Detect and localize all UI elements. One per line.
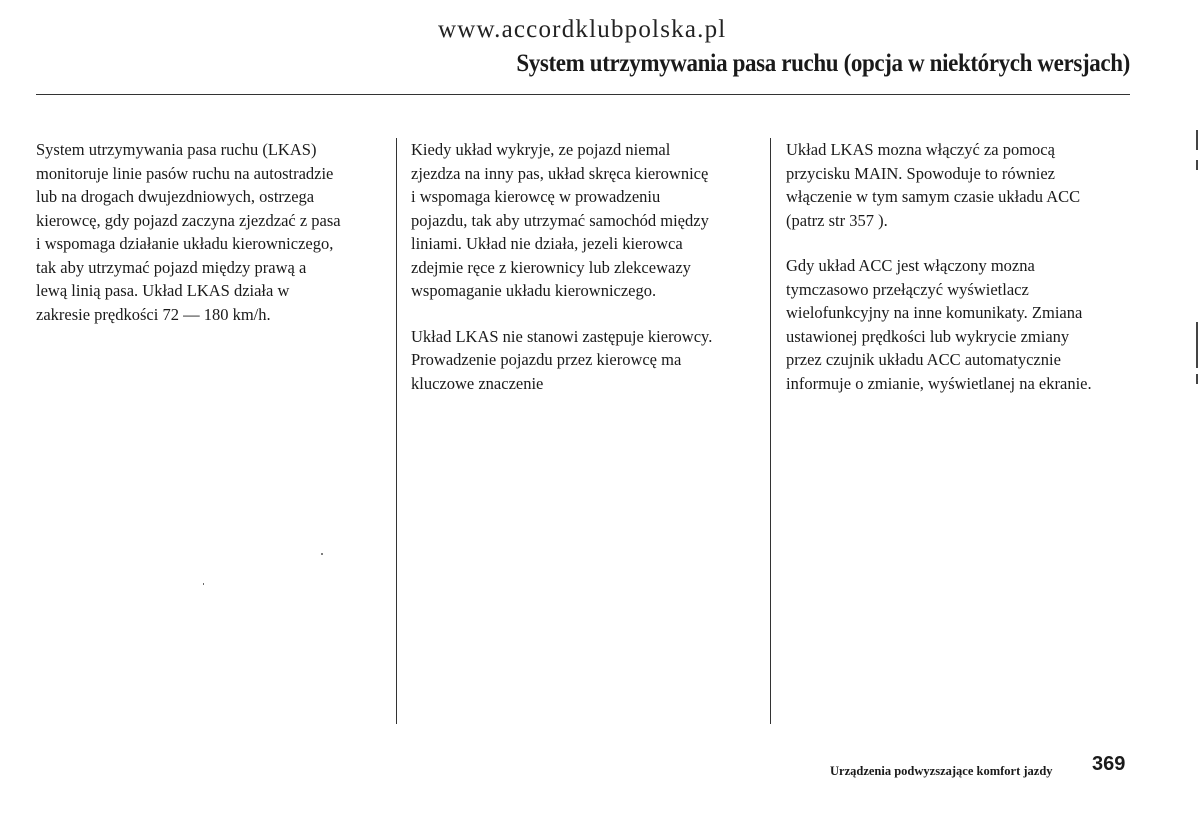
- scan-edge-mark: [1196, 130, 1198, 150]
- text-line: Układ LKAS nie stanowi zastępuje kierowcy.: [411, 326, 713, 346]
- paragraph: [411, 325, 761, 396]
- header-rule: [36, 94, 1130, 95]
- scan-speck: [203, 583, 204, 585]
- scan-edge-mark: [1196, 322, 1198, 368]
- text-line: liniami. Układ nie działa, jezeli kierowca: [411, 234, 683, 253]
- text-line: tak aby utrzymać pojazd między prawą a: [36, 257, 307, 277]
- text-line: monitoruje linie pasów ruchu na autostradzie: [36, 163, 334, 183]
- scan-edge-mark: [1196, 160, 1198, 170]
- text-line: kierowcę, gdy pojazd zaczyna zjezdzać z pasa: [36, 210, 341, 230]
- text-line: Kiedy układ wykryje, ze pojazd niemal: [411, 140, 671, 159]
- paragraph: [36, 138, 386, 326]
- text-line: ustawionej prędkości lub wykrycie zmiany: [786, 326, 1070, 346]
- text-line: tymczasowo przełączyć wyświetlacz: [786, 279, 1029, 299]
- text-line: zakresie prędkości 72 — 180 km/h.: [36, 304, 271, 324]
- text-line: Prowadzenie pojazdu przez kierowcę ma: [411, 350, 682, 369]
- text-line: przez czujnik układu ACC automatycznie: [786, 350, 1061, 369]
- site-url: www.accordklubpolska.pl: [438, 16, 727, 43]
- text-line: włączenie w tym samym czasie układu ACC: [786, 187, 1081, 206]
- text-line: zdejmie ręce z kierownicy lub zlekcewazy: [411, 257, 691, 277]
- text-line: zjezdza na inny pas, układ skręca kierownicę: [411, 163, 709, 183]
- scan-edge-mark: [1196, 374, 1198, 384]
- page-number: 369: [1092, 753, 1126, 775]
- text-line: kluczowe znaczenie: [411, 373, 544, 393]
- text-line: i wspomaga działanie układu kierowniczego,: [36, 234, 334, 253]
- text-line: Układ LKAS mozna włączyć za pomocą: [786, 140, 1055, 159]
- text-line: lewą linią pasa. Układ LKAS działa w: [36, 281, 290, 300]
- text-line: pojazdu, tak aby utrzymać samochód między: [411, 210, 709, 230]
- text-line: wielofunkcyjny na inne komunikaty. Zmiana: [786, 303, 1083, 322]
- paragraph: [411, 138, 761, 303]
- text-line: wspomaganie układu kierowniczego.: [411, 281, 657, 300]
- text-line: Gdy układ ACC jest włączony mozna: [786, 256, 1035, 275]
- paragraph: [786, 138, 1146, 232]
- scan-speck: [321, 553, 323, 555]
- text-column-3: [786, 138, 1146, 417]
- text-column-1: [36, 138, 386, 348]
- text-column-2: [411, 138, 761, 417]
- text-line: informuje o zmianie, wyświetlanej na ekranie.: [786, 373, 1092, 393]
- text-line: przycisku MAIN. Spowoduje to równiez: [786, 163, 1055, 183]
- text-line: System utrzymywania pasa ruchu (LKAS): [36, 140, 317, 159]
- section-title: System utrzymywania pasa ruchu (opcja w niektórych wersjach): [516, 50, 1130, 77]
- column-divider: [770, 138, 771, 724]
- footer-section-name: Urządzenia podwyzszające komfort jazdy: [830, 764, 1053, 778]
- paragraph: [786, 254, 1146, 395]
- text-line: (patrz str 357 ).: [786, 210, 888, 230]
- text-line: i wspomaga kierowcę w prowadzeniu: [411, 187, 661, 206]
- text-line: lub na drogach dwujezdniowych, ostrzega: [36, 187, 315, 206]
- column-divider: [396, 138, 397, 724]
